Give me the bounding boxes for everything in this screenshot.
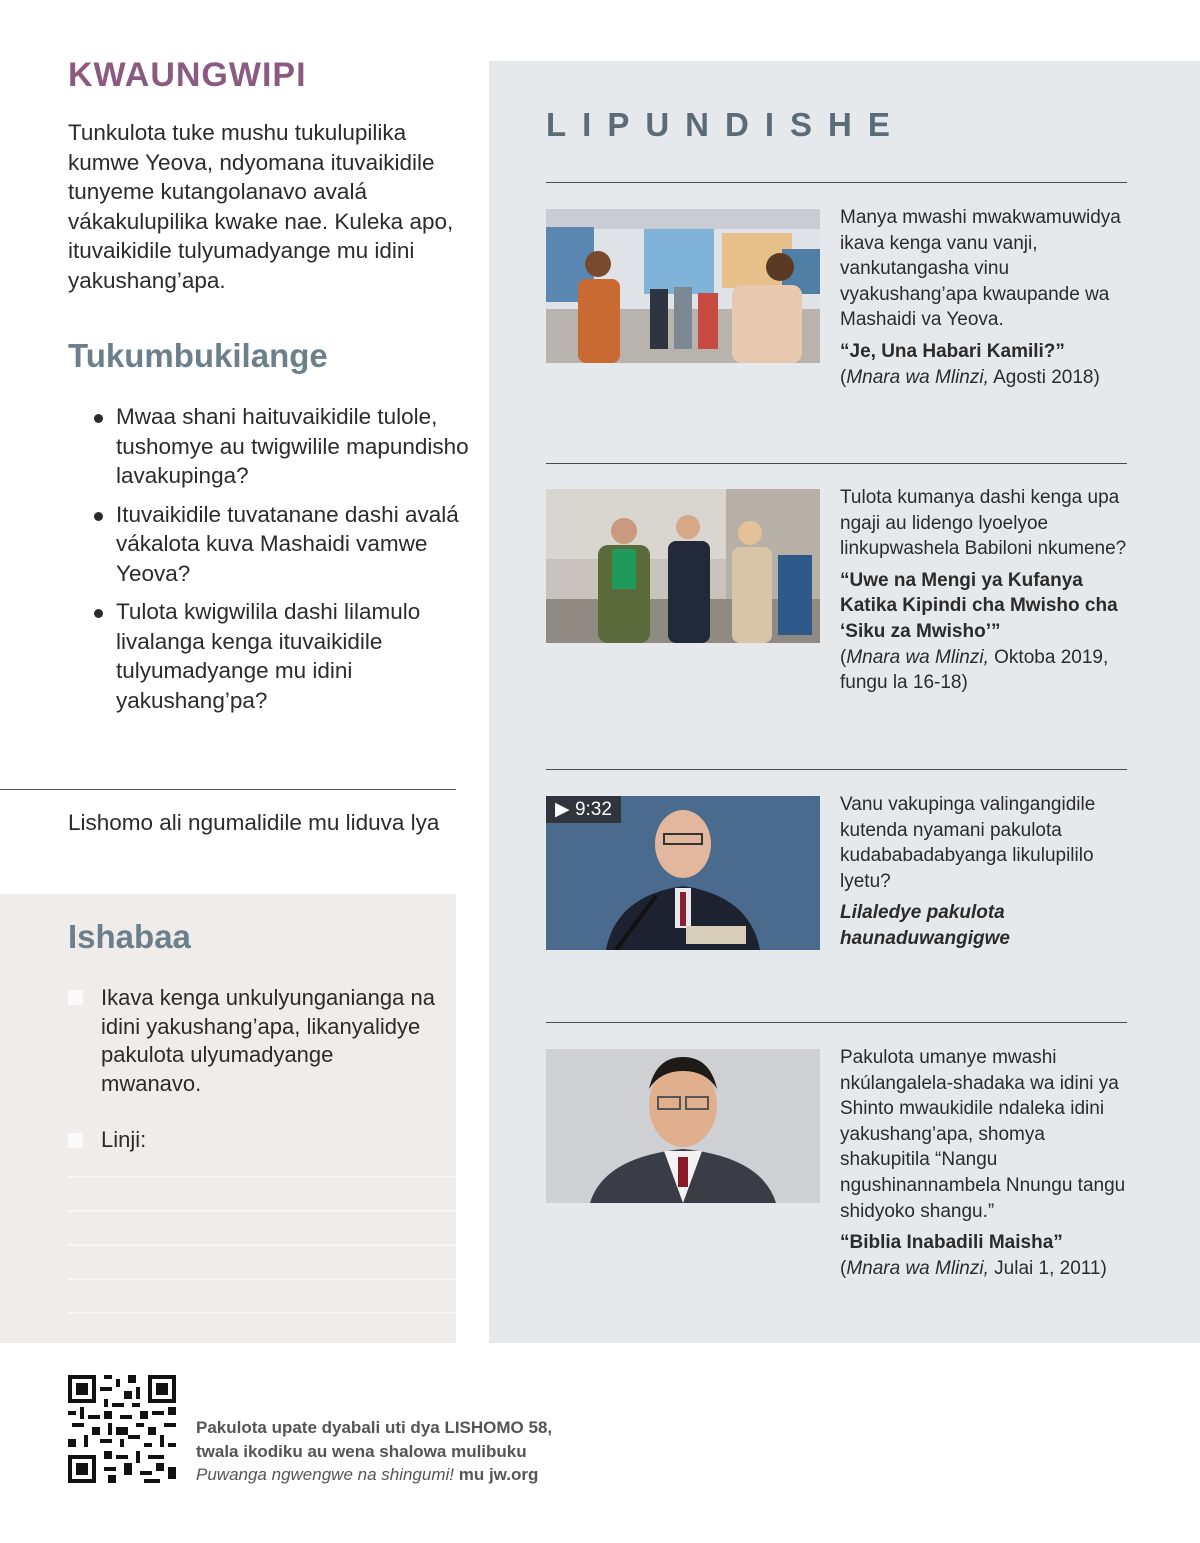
assignment-box [0, 894, 456, 1343]
reference-title[interactable]: “Uwe na Mengi ya Kufanya Katika Kipindi cha Mwisho cha ‘Siku za Mwisho’” [840, 569, 1118, 642]
review-title: Tukumbukilange [68, 337, 328, 374]
explore-item [840, 792, 1130, 952]
review-item: Tulota kwigwilila dashi lilamulo livalanga kenga ituvaikidile tulyumadyange mu idini yakushang’pa? [90, 597, 470, 715]
explore-item [840, 1045, 1130, 1281]
explore-item [840, 205, 1130, 390]
explore-item [840, 485, 1130, 696]
assignment-item: Linji: [101, 1127, 147, 1152]
footer-line: Pakulota upate dyabali uti dya LISHOMO 58, [196, 1418, 553, 1437]
reference-title[interactable]: “Biblia Inabadili Maisha” [840, 1232, 1063, 1254]
reference-source: (Mnara wa Mlinzi, Julai 1, 2011) [840, 1257, 1107, 1279]
people-reading-news-image[interactable] [546, 209, 820, 363]
play-icon: ▶ [555, 799, 570, 820]
divider [546, 769, 1127, 770]
write-line[interactable] [68, 1244, 456, 1246]
review-item: Mwaa shani haituvaikidile tulole, tushomye au twigwilile mapundisho lavakupinga? [90, 402, 470, 491]
footer-line: Puwanga ngwengwe na shingumi! mu jw.org [196, 1465, 539, 1484]
reference-source: (Mnara wa Mlinzi, Agosti 2018) [840, 366, 1100, 388]
reference-title[interactable]: Lilaledye pakulota haunaduwangigwe [840, 902, 1010, 949]
review-list [90, 402, 470, 724]
summary-title: KWAUNGWIPI [68, 56, 307, 94]
divider [546, 463, 1127, 464]
write-line[interactable] [68, 1176, 456, 1178]
item-description: Tulota kumanya dashi kenga upa ngaji au lidengo lyoelyoe linkupwashela Babiloni nkumene? [840, 487, 1127, 560]
review-item: Ituvaikidile tuvatanane dashi avalá vákalota kuva Mashaidi vamwe Yeova? [90, 500, 470, 589]
summary-text: Tunkulota tuke mushu tukulupilika kumwe Yeova, ndyomana ituvaikidile tunyeme kutangolanavo avalá vákakulupilika kwake nae. Kuleka apo, ituvaikidile tulyumadyange mu idini yakushang’apa. [68, 120, 454, 293]
write-line[interactable] [68, 1210, 456, 1212]
divider [0, 789, 456, 790]
assignment-item: Ikava kenga unkulyunganianga na idini yakushang’apa, likanyalidye pakulota ulyumadyange mwanavo. [101, 985, 435, 1096]
write-line[interactable] [68, 1312, 456, 1314]
checkbox-icon[interactable] [68, 1133, 83, 1148]
man-portrait-image[interactable] [546, 1049, 820, 1203]
item-description: Pakulota umanye mwashi nkúlangalela-shadaka wa idini ya Shinto mwaukidile ndaleka idini yakushang’apa, shomya shakupitila “Nangu ngushinannambela Nnungu tangu shidyoko shangu.” [840, 1047, 1126, 1222]
write-line[interactable] [68, 1278, 456, 1280]
checkbox-icon[interactable] [68, 990, 83, 1005]
qr-code[interactable] [68, 1375, 176, 1483]
divider [546, 1022, 1127, 1023]
video-duration-badge: ▶ 9:32 [546, 796, 621, 823]
divider [546, 182, 1127, 183]
item-description: Manya mwashi mwakwamuwidya ikava kenga vanu vanji, vankutangasha vinu vyakushang’apa kwaupande wa Mashaidi va Yeova. [840, 207, 1121, 331]
reference-title[interactable]: “Je, Una Habari Kamili?” [840, 340, 1065, 362]
footer-line: twala ikodiku au wena shalowa mulibuku [196, 1441, 527, 1461]
conclusion-text: Lishomo ali ngumalidile mu liduva lya [68, 810, 440, 835]
reference-source: (Mnara wa Mlinzi, Oktoba 2019, fungu la 16-18) [840, 646, 1109, 694]
footer-text [196, 1416, 616, 1487]
street-witnessing-image[interactable] [546, 489, 820, 643]
explore-title: LIPUNDISHE [546, 106, 906, 143]
item-description: Vanu vakupinga valingangidile kutenda nyamani pakulota kudababadabyanga likulupililo lyetu? [840, 794, 1096, 892]
assignment-title: Ishabaa [68, 918, 191, 955]
